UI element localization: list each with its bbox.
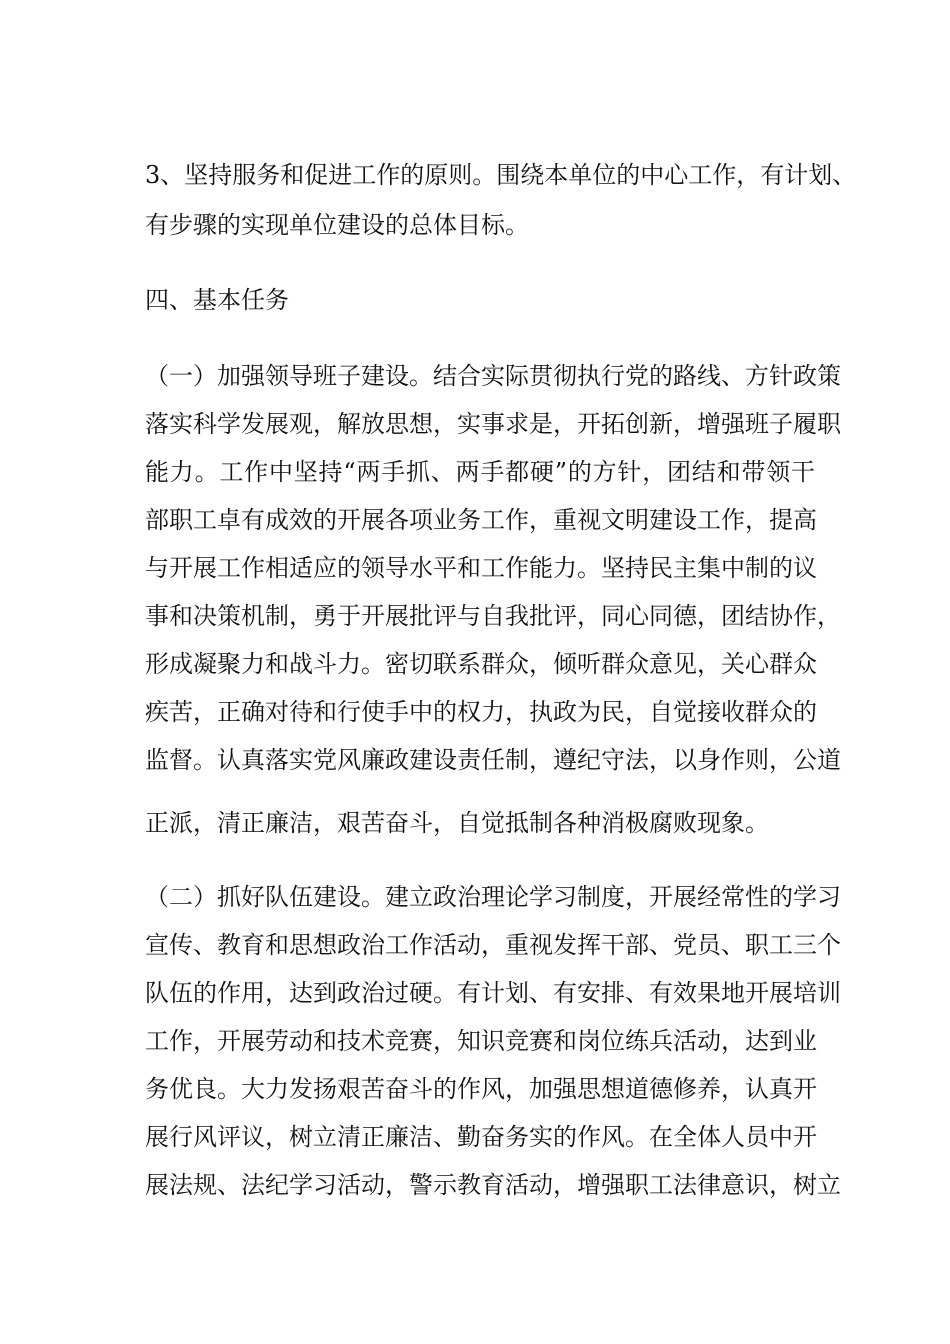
section-heading: 四、基本任务 (145, 286, 289, 314)
paragraph-2-line-7: 形成凝聚力和战斗力。密切联系群众，倾听群众意见，关心群众 (145, 650, 817, 678)
paragraph-3-line-3: 队伍的作用，达到政治过硬。有计划、有安排、有效果地开展培训 (145, 979, 841, 1007)
paragraph-2-line-5: 与开展工作相适应的领导水平和工作能力。坚持民主集中制的议 (145, 554, 817, 582)
paragraph-3-line-6: 展行风评议，树立清正廉洁、勤奋务实的作风。在全体人员中开 (145, 1123, 817, 1151)
paragraph-2-line-6: 事和决策机制，勇于开展批评与自我批评，同心同德，团结协作， (145, 602, 841, 630)
paragraph-2-line-2: 落实科学发展观，解放思想，实事求是，开拓创新，增强班子履职 (145, 410, 841, 438)
paragraph-3-line-2: 宣传、教育和思想政治工作活动，重视发挥干部、党员、职工三个 (145, 931, 841, 959)
paragraph-2-line-10: 正派，清正廉洁，艰苦奋斗，自觉抵制各种消极腐败现象。 (145, 809, 769, 837)
paragraph-2-line-1: （一）加强领导班子建设。结合实际贯彻执行党的路线、方针政策 (145, 362, 841, 390)
paragraph-2-line-4: 部职工卓有成效的开展各项业务工作，重视文明建设工作，提高 (145, 506, 817, 534)
paragraph-3-line-5: 务优良。大力发扬艰苦奋斗的作风，加强思想道德修养，认真开 (145, 1075, 817, 1103)
paragraph-2-line-3: 能力。工作中坚持“两手抓、两手都硬”的方针，团结和带领干 (145, 458, 815, 486)
paragraph-1-line-1: 3、坚持服务和促进工作的原则。围绕本单位的中心工作，有计划、 (145, 161, 857, 189)
paragraph-1-line-2: 有步骤的实现单位建设的总体目标。 (145, 211, 529, 239)
paragraph-3-line-7: 展法规、法纪学习活动，警示教育活动，增强职工法律意识，树立 (145, 1171, 841, 1199)
paragraph-2-line-9: 监督。认真落实党风廉政建设责任制，遵纪守法，以身作则，公道 (145, 746, 841, 774)
paragraph-2-line-8: 疾苦，正确对待和行使手中的权力，执政为民，自觉接收群众的 (145, 698, 817, 726)
paragraph-3-line-1: （二）抓好队伍建设。建立政治理论学习制度，开展经常性的学习 (145, 883, 841, 911)
paragraph-3-line-4: 工作，开展劳动和技术竞赛，知识竞赛和岗位练兵活动，达到业 (145, 1027, 817, 1055)
